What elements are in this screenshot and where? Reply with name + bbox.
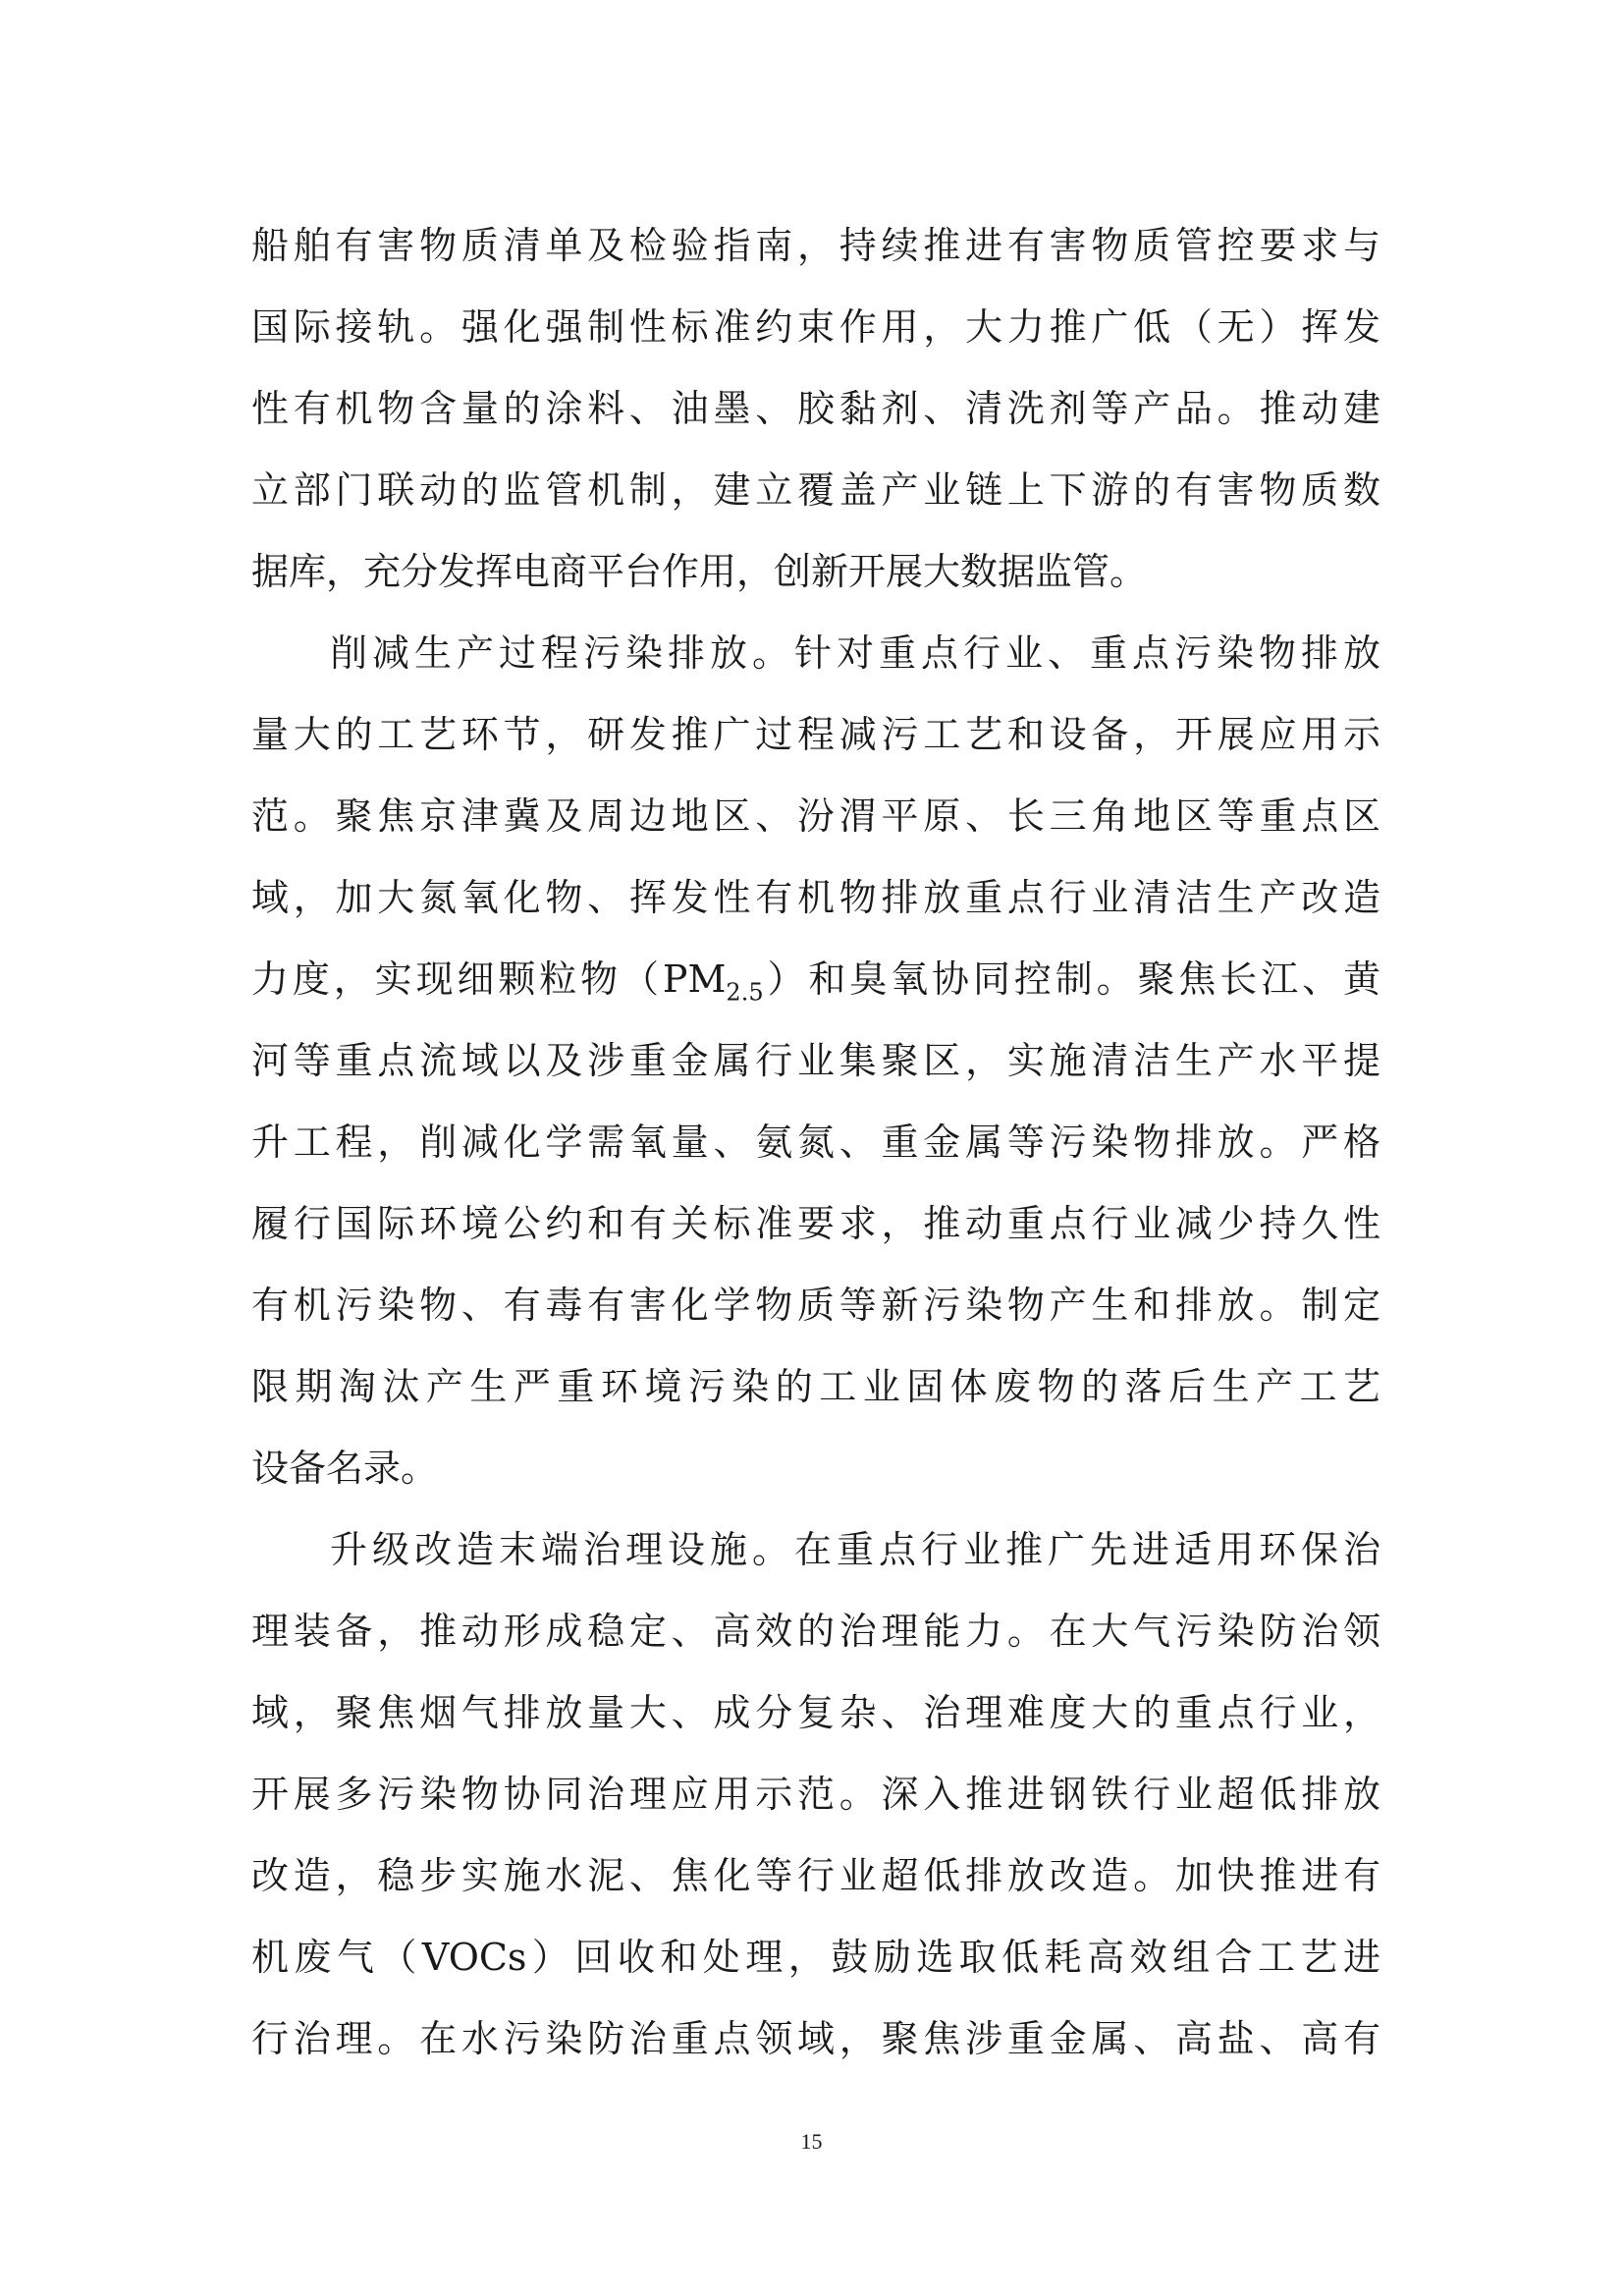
text-line: 域，加大氮氧化物、挥发性有机物排放重点行业清洁生产改造 — [251, 876, 1380, 919]
text-line: 船舶有害物质清单及检验指南，持续推进有害物质管控要求与 — [251, 224, 1380, 267]
text-line: 改造，稳步实施水泥、焦化等行业超低排放改造。加快推进有 — [251, 1854, 1380, 1897]
section-lead-heading: 升级改造末端治理设施。 — [330, 1528, 794, 1571]
text-line: 设备名录。 — [251, 1447, 439, 1490]
paragraph-first-line — [330, 1510, 1380, 1589]
text-line: 性有机物含量的涂料、油墨、胶黏剂、清洗剂等产品。推动建 — [251, 387, 1380, 430]
paragraph-first-line — [330, 614, 1380, 692]
text-line: 限期淘汰产生严重环境污染的工业固体废物的落后生产工艺 — [251, 1365, 1380, 1408]
text-line: 据库，充分发挥电商平台作用，创新开展大数据监管。 — [251, 550, 1148, 593]
text-line: 升工程，削减化学需氧量、氨氮、重金属等污染物排放。严格 — [251, 1121, 1380, 1164]
text-line: 履行国际环境公约和有关标准要求，推动重点行业减少持久性 — [251, 1202, 1380, 1245]
section-lead-heading: 削减生产过程污染排放。 — [330, 631, 794, 675]
text-span: 针对重点行业、重点污染物排放 — [794, 631, 1380, 675]
text-line: 国际接轨。强化强制性标准约束作用，大力推广低（无）挥发 — [251, 305, 1380, 349]
text-line: 有机污染物、有毒有害化学物质等新污染物产生和排放。制定 — [251, 1284, 1380, 1327]
text-span: 力度，实现细颗粒物（PM — [251, 957, 727, 1001]
text-line: 河等重点流域以及涉重金属行业集聚区，实施清洁生产水平提 — [251, 1039, 1380, 1082]
text-line: 行治理。在水污染防治重点领域，聚焦涉重金属、高盐、高有 — [251, 2017, 1380, 2060]
text-line: 立部门联动的监管机制，建立覆盖产业链上下游的有害物质数 — [251, 468, 1380, 512]
page-number: 15 — [800, 2129, 823, 2154]
text-line: 理装备，推动形成稳定、高效的治理能力。在大气污染防治领 — [251, 1610, 1380, 1653]
text-span: ）和臭氧协同控制。聚焦长江、黄 — [763, 957, 1380, 1001]
text-line: 开展多污染物协同治理应用示范。深入推进钢铁行业超低排放 — [251, 1773, 1380, 1816]
text-line: 域，聚焦烟气排放量大、成分复杂、治理难度大的重点行业， — [251, 1691, 1380, 1734]
text-line: 范。聚焦京津冀及周边地区、汾渭平原、长三角地区等重点区 — [251, 794, 1380, 838]
text-line: 量大的工艺环节，研发推广过程减污工艺和设备，开展应用示 — [251, 713, 1380, 756]
subscript: 2.5 — [726, 978, 764, 1007]
text-line: 机废气（VOCs）回收和处理，鼓励选取低耗高效组合工艺进 — [251, 1936, 1380, 1979]
text-span: 在重点行业推广先进适用环保治 — [794, 1528, 1380, 1571]
text-line — [251, 940, 1380, 1018]
